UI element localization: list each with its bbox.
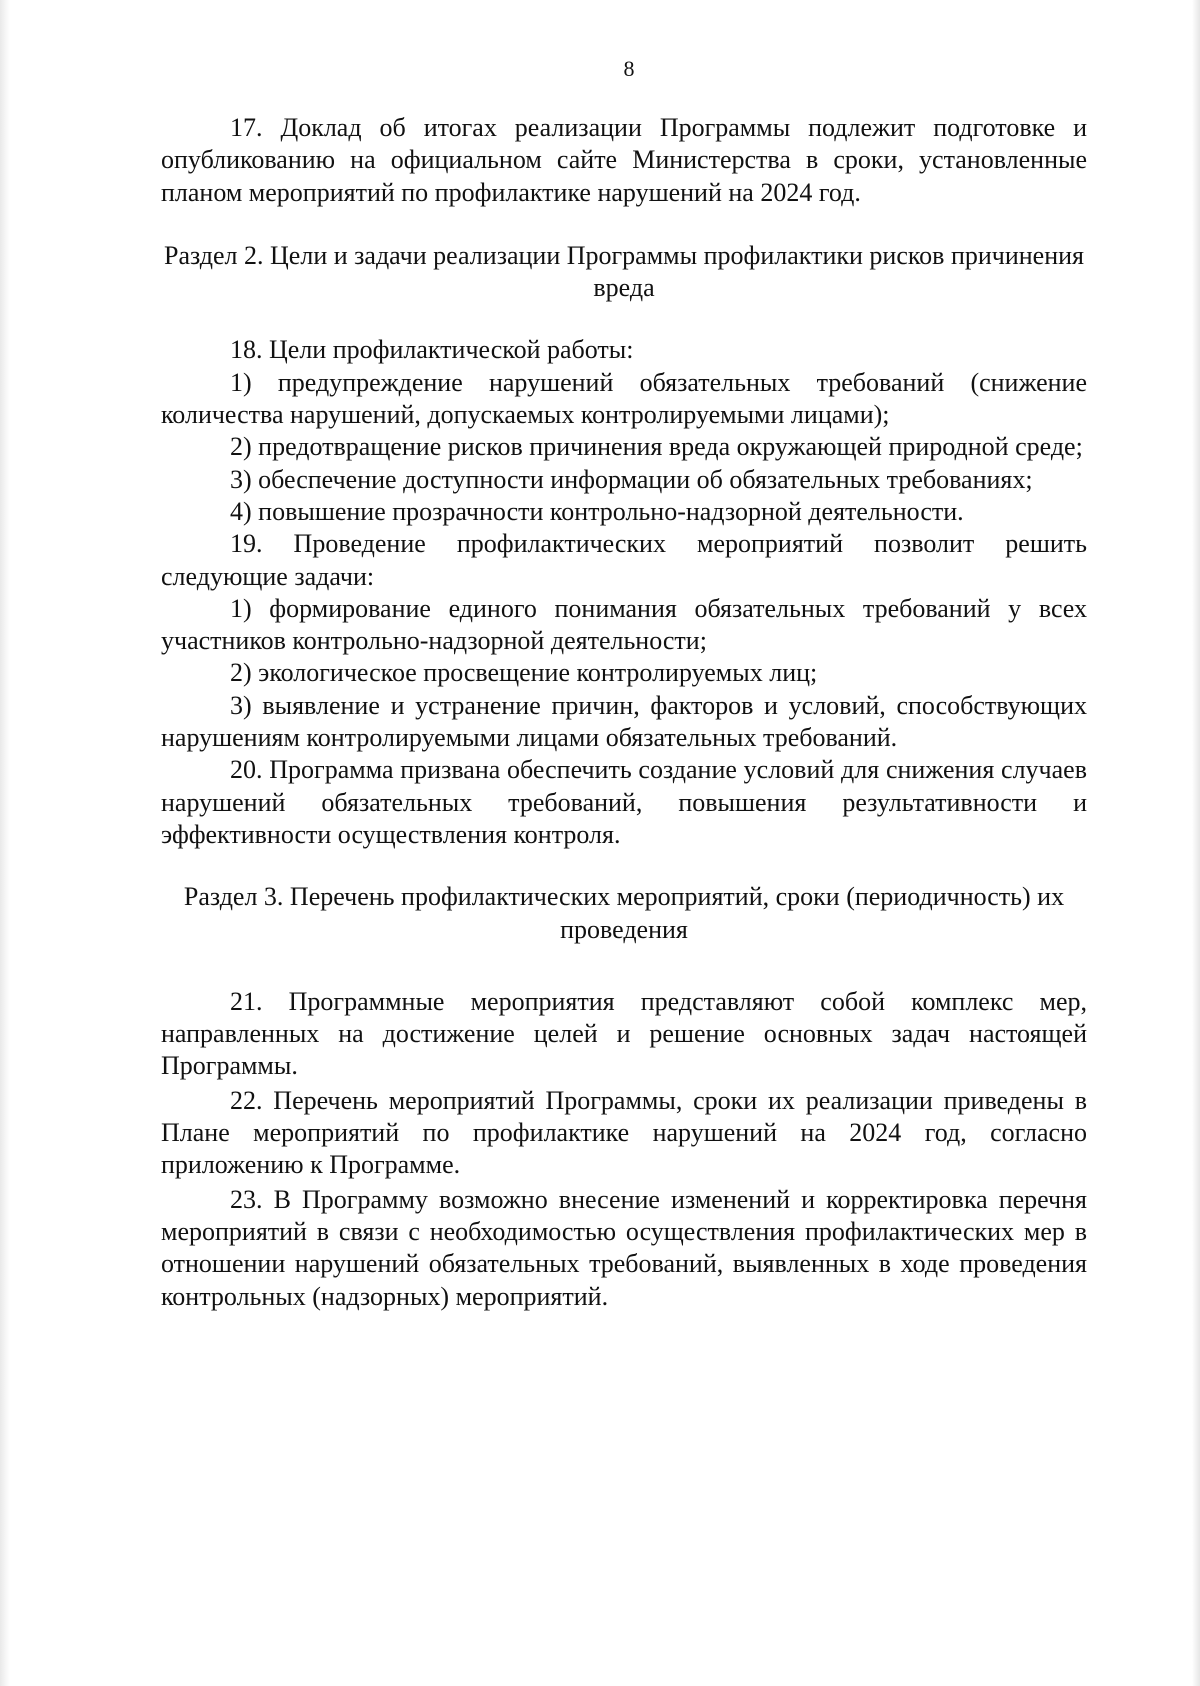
page-number: 8: [623, 56, 635, 81]
task-item-2: 2) экологическое просвещение контролируемых лиц;: [230, 658, 818, 688]
document-body: [161, 112, 1087, 1313]
paragraph-22: 22. Перечень мероприятий Программы, сроки их реализации приведены в Плане мероприятий по профилактике нарушений на 2024 год, согласно приложению к Программе.: [161, 1085, 1087, 1180]
section-2-heading: Раздел 2. Цели и задачи реализации Программы профилактики рисков причинения вреда: [163, 240, 1085, 303]
scan-edge-left: [0, 0, 10, 1686]
scan-edge-right: [1192, 0, 1200, 1686]
paragraph-17: 17. Доклад об итогах реализации Программы подлежит подготовке и опубликованию на официальном сайте Министерства в сроки, установленные планом мероприятий по профилактике нарушений на 2024 год.: [161, 113, 1087, 207]
paragraph-21: 21. Программные мероприятия представляют собой комплекс мер, направленных на достижение целей и решение основных задач настоящей Программы.: [161, 986, 1087, 1081]
task-item-1: 1) формирование единого понимания обязательных требований у всех участников контрольно-надзорной деятельности;: [161, 593, 1087, 656]
goal-item-1: 1) предупреждение нарушений обязательных требований (снижение количества нарушений, допускаемых контролируемыми лицами);: [161, 367, 1087, 430]
paragraph-18: 18. Цели профилактической работы:: [230, 335, 634, 365]
goal-item-2: 2) предотвращение рисков причинения вреда окружающей природной среде;: [230, 432, 1083, 462]
paragraph-23: 23. В Программу возможно внесение изменений и корректировка перечня мероприятий в связи с необходимостью осуществления профилактических мер в отношении нарушений обязательных требований, выявленных в ходе проведения контрольных (надзорных) мероприятий.: [161, 1184, 1087, 1311]
section-3-heading: Раздел 3. Перечень профилактических мероприятий, сроки (периодичность) их проведения: [183, 882, 1065, 944]
goal-item-3: 3) обеспечение доступности информации об обязательных требованиях;: [230, 464, 1033, 494]
paragraph-20: 20. Программа призвана обеспечить создание условий для снижения случаев нарушений обязательных требований, повышения результативности и эффективности осуществления контроля.: [161, 755, 1087, 849]
goal-item-4: 4) повышение прозрачности контрольно-надзорной деятельности.: [230, 496, 964, 526]
paragraph-19: 19. Проведение профилактических мероприятий позволит решить следующие задачи:: [161, 529, 1087, 591]
task-item-3: 3) выявление и устранение причин, факторов и условий, способствующих нарушениям контролируемыми лицами обязательных требований.: [161, 690, 1087, 753]
